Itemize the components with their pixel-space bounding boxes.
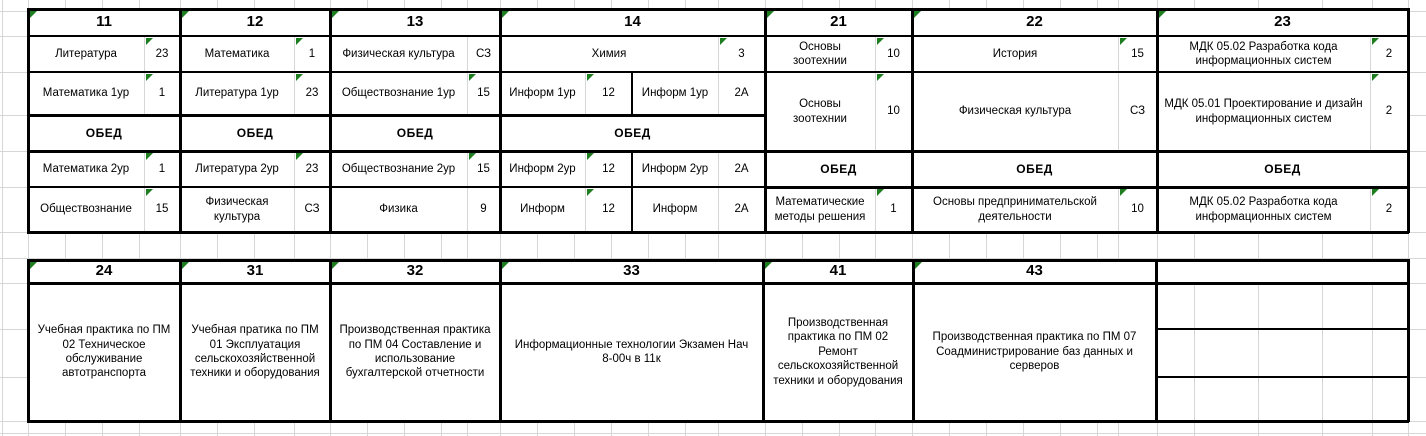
- cell-21-r1-room[interactable]: 10: [875, 36, 912, 72]
- border-vertical: [179, 8, 182, 233]
- cell-14-lunch[interactable]: ОБЕД: [500, 115, 765, 151]
- cell-14-r5a-subject[interactable]: Информ: [500, 187, 585, 232]
- cell-23-r1-room[interactable]: 2: [1370, 36, 1408, 72]
- cell-22-r1-room[interactable]: 15: [1118, 36, 1157, 72]
- cell-corner-triangle-icon: [30, 11, 37, 18]
- cell-corner-triangle-icon: [146, 153, 153, 160]
- border-horizontal: [27, 71, 1409, 73]
- cell-22-r1-subject[interactable]: История: [912, 36, 1118, 72]
- cell-14-r2b-room[interactable]: 2А: [718, 72, 765, 115]
- cell-13-r2-room[interactable]: 15: [467, 72, 500, 115]
- cell-12-r2-room[interactable]: 23: [294, 72, 330, 115]
- cell-header-31[interactable]: 31: [180, 260, 330, 283]
- cell-divider: [467, 151, 468, 232]
- cell-21-r23-room[interactable]: 10: [875, 72, 912, 151]
- cell-corner-triangle-icon: [1372, 38, 1379, 45]
- cell-corner-triangle-icon: [1120, 189, 1127, 196]
- empty-cell-row2[interactable]: [1156, 329, 1408, 377]
- cell-21-r1-subject[interactable]: Основы зоотехнии: [765, 36, 875, 72]
- border-horizontal: [27, 150, 1409, 153]
- cell-12-r1-subject[interactable]: Математика: [180, 36, 294, 72]
- cell-header-13[interactable]: 13: [330, 9, 500, 36]
- border-vertical: [1155, 259, 1158, 422]
- empty-cell-row1[interactable]: [1156, 283, 1408, 329]
- cell-corner-triangle-icon: [146, 38, 153, 45]
- cell-13-r1-subject[interactable]: Физическая культура: [330, 36, 467, 72]
- cell-header-41[interactable]: 41: [763, 260, 913, 283]
- cell-14-r2a-subject[interactable]: Информ 1ур: [500, 72, 585, 115]
- cell-corner-triangle-icon: [296, 153, 303, 160]
- cell-divider: [875, 187, 876, 232]
- cell-22-r23-subject[interactable]: Физическая культура: [912, 72, 1118, 151]
- cell-header-24[interactable]: 24: [28, 260, 180, 283]
- cell-corner-triangle-icon: [877, 189, 884, 196]
- cell-corner-triangle-icon: [765, 262, 772, 269]
- cell-corner-triangle-icon: [914, 11, 921, 18]
- cell-header-11[interactable]: 11: [28, 9, 180, 36]
- cell-divider: [294, 151, 295, 232]
- cell-divider: [1370, 187, 1371, 232]
- cell-divider: [1370, 36, 1371, 151]
- cell-header-21[interactable]: 21: [765, 9, 912, 36]
- cell-header-12[interactable]: 12: [180, 9, 330, 36]
- cell-13-lunch[interactable]: ОБЕД: [330, 115, 500, 151]
- border-horizontal: [27, 282, 1409, 285]
- cell-23-r23-room[interactable]: 2: [1370, 72, 1408, 151]
- border-vertical: [499, 8, 502, 233]
- gridline-vertical: [2, 0, 3, 436]
- border-vertical: [631, 150, 633, 233]
- cell-13-r2-subject[interactable]: Обществознание 1ур: [330, 72, 467, 115]
- cell-14-r5a-room[interactable]: 12: [585, 187, 632, 232]
- cell-corner-triangle-icon: [296, 38, 303, 45]
- cell-header-23[interactable]: 23: [1157, 9, 1408, 36]
- cell-21-r5-subject[interactable]: Математические методы решения: [765, 187, 875, 232]
- cell-corner-triangle-icon: [502, 262, 509, 269]
- cell-12-r5-subject[interactable]: Физическая культура: [180, 187, 294, 232]
- cell-12-r1-room[interactable]: 1: [294, 36, 330, 72]
- gridline-horizontal: [0, 433, 1426, 434]
- cell-corner-triangle-icon: [30, 262, 37, 269]
- cell-divider: [144, 36, 145, 115]
- cell-corner-triangle-icon: [182, 11, 189, 18]
- border-horizontal: [27, 186, 766, 188]
- cell-divider: [144, 151, 145, 232]
- border-horizontal: [1155, 376, 1409, 378]
- cell-14-r4a-subject[interactable]: Информ 2ур: [500, 151, 585, 187]
- border-vertical: [27, 8, 30, 233]
- cell-11-r5-room[interactable]: 15: [144, 187, 180, 232]
- cell-header-14[interactable]: 14: [500, 9, 765, 36]
- border-horizontal: [1155, 328, 1409, 330]
- cell-header-22[interactable]: 22: [912, 9, 1157, 36]
- cell-21-r23-subject[interactable]: Основы зоотехнии: [765, 72, 875, 151]
- cell-24-text[interactable]: Учебная практика по ПМ 02 Техническое обслуживание автотранспорта: [28, 283, 180, 421]
- cell-13-r4-subject[interactable]: Обществознание 2ур: [330, 151, 467, 187]
- empty-cell-row3[interactable]: [1156, 377, 1408, 421]
- border-horizontal: [27, 114, 766, 117]
- cell-21-lunch[interactable]: ОБЕД: [765, 151, 912, 187]
- border-vertical: [329, 8, 332, 233]
- cell-21-r5-room[interactable]: 1: [875, 187, 912, 232]
- border-horizontal: [27, 231, 1409, 234]
- cell-22-lunch[interactable]: ОБЕД: [912, 151, 1157, 187]
- cell-13-r5-room[interactable]: 9: [467, 187, 500, 232]
- border-vertical: [764, 8, 767, 233]
- cell-corner-triangle-icon: [469, 74, 476, 81]
- cell-header-33[interactable]: 33: [500, 260, 763, 283]
- border-vertical: [1156, 8, 1159, 233]
- border-vertical: [27, 259, 30, 422]
- border-vertical: [631, 71, 633, 116]
- cell-corner-triangle-icon: [877, 38, 884, 45]
- cell-11-r4-room[interactable]: 1: [144, 151, 180, 187]
- cell-corner-triangle-icon: [915, 262, 922, 269]
- border-vertical: [1407, 259, 1410, 422]
- cell-33-text[interactable]: Информационные технологии Экзамен Нач 8-00ч в 11к: [500, 283, 763, 421]
- cell-corner-triangle-icon: [502, 11, 509, 18]
- cell-14-r1-subject[interactable]: Химия: [500, 36, 718, 72]
- cell-corner-triangle-icon: [332, 262, 339, 269]
- cell-header-43[interactable]: 43: [913, 260, 1156, 283]
- cell-13-r1-room[interactable]: СЗ: [467, 36, 500, 72]
- cell-corner-triangle-icon: [1372, 189, 1379, 196]
- cell-14-r4b-subject[interactable]: Информ 2ур: [632, 151, 718, 187]
- cell-11-r2-room[interactable]: 1: [144, 72, 180, 115]
- border-horizontal: [27, 420, 1409, 423]
- cell-divider: [467, 36, 468, 115]
- cell-23-r5-room[interactable]: 2: [1370, 187, 1408, 232]
- cell-corner-triangle-icon: [877, 74, 884, 81]
- border-horizontal: [764, 186, 1409, 189]
- border-vertical: [329, 259, 332, 422]
- cell-23-lunch[interactable]: ОБЕД: [1157, 151, 1408, 187]
- cell-32-text[interactable]: Производственная практика по ПМ 04 Составление и использование бухгалтерской отчетности: [330, 283, 500, 421]
- cell-divider: [585, 72, 586, 115]
- cell-header-32[interactable]: 32: [330, 260, 500, 283]
- cell-corner-triangle-icon: [296, 74, 303, 81]
- cell-corner-triangle-icon: [587, 74, 594, 81]
- cell-12-r4-room[interactable]: 23: [294, 151, 330, 187]
- cell-22-r23-room[interactable]: СЗ: [1118, 72, 1157, 151]
- border-vertical: [1407, 8, 1410, 233]
- cell-22-r5-subject[interactable]: Основы предпринимательской деятельности: [912, 187, 1118, 232]
- cell-11-r5-subject[interactable]: Обществознание: [28, 187, 144, 232]
- cell-divider: [294, 36, 295, 115]
- cell-41-text[interactable]: Производственная практика по ПМ 02 Ремонт сельскохозяйственной техники и оборудования: [763, 283, 913, 421]
- cell-divider: [875, 36, 876, 151]
- cell-14-r5b-subject[interactable]: Информ: [632, 187, 718, 232]
- cell-corner-triangle-icon: [720, 38, 727, 45]
- cell-corner-triangle-icon: [146, 74, 153, 81]
- border-vertical: [179, 259, 182, 422]
- cell-14-r5b-room[interactable]: 2А: [718, 187, 765, 232]
- cell-12-lunch[interactable]: ОБЕД: [180, 115, 330, 151]
- border-horizontal: [27, 259, 1409, 262]
- cell-11-r2-subject[interactable]: Математика 1ур: [28, 72, 144, 115]
- cell-divider: [718, 151, 719, 232]
- cell-12-r5-room[interactable]: СЗ: [294, 187, 330, 232]
- cell-31-text[interactable]: Учебная пратика по ПМ 01 Эксплуатация сельскохозяйственной техники и оборудования: [180, 283, 330, 421]
- cell-11-r1-room[interactable]: 23: [144, 36, 180, 72]
- border-horizontal: [27, 35, 1409, 37]
- cell-corner-triangle-icon: [587, 153, 594, 160]
- cell-11-r1-subject[interactable]: Литература: [28, 36, 144, 72]
- border-vertical: [499, 259, 502, 422]
- cell-11-r4-subject[interactable]: Математика 2ур: [28, 151, 144, 187]
- border-vertical: [762, 259, 765, 422]
- cell-corner-triangle-icon: [587, 189, 594, 196]
- cell-divider: [718, 36, 719, 115]
- cell-14-r4a-room[interactable]: 12: [585, 151, 632, 187]
- cell-43-text[interactable]: Производственная практика по ПМ 07 Соадминистрирование баз данных и серверов: [913, 283, 1156, 421]
- border-vertical: [912, 259, 915, 422]
- cell-corner-triangle-icon: [146, 189, 153, 196]
- cell-corner-triangle-icon: [182, 262, 189, 269]
- cell-corner-triangle-icon: [469, 153, 476, 160]
- cell-12-r2-subject[interactable]: Литература 1ур: [180, 72, 294, 115]
- border-horizontal: [27, 8, 1409, 11]
- cell-13-r5-subject[interactable]: Физика: [330, 187, 467, 232]
- cell-14-r2a-room[interactable]: 12: [585, 72, 632, 115]
- cell-23-r1-subject[interactable]: МДК 05.02 Разработка кода информационных систем: [1157, 36, 1370, 72]
- cell-22-r5-room[interactable]: 10: [1118, 187, 1157, 232]
- cell-13-r4-room[interactable]: 15: [467, 151, 500, 187]
- cell-23-r5-subject[interactable]: МДК 05.02 Разработка кода информационных систем: [1157, 187, 1370, 232]
- cell-12-r4-subject[interactable]: Литература 2ур: [180, 151, 294, 187]
- cell-23-r23-subject[interactable]: МДК 05.01 Проектирование и дизайн информационных систем: [1157, 72, 1370, 151]
- cell-corner-triangle-icon: [1120, 38, 1127, 45]
- border-vertical: [911, 8, 914, 233]
- cell-corner-triangle-icon: [767, 11, 774, 18]
- cell-divider: [1118, 36, 1119, 151]
- cell-divider: [585, 151, 586, 232]
- cell-11-lunch[interactable]: ОБЕД: [28, 115, 180, 151]
- cell-corner-triangle-icon: [1159, 11, 1166, 18]
- cell-corner-triangle-icon: [332, 11, 339, 18]
- cell-14-r1-room[interactable]: 3: [718, 36, 765, 72]
- cell-14-r2b-subject[interactable]: Информ 1ур: [632, 72, 718, 115]
- cell-empty-header[interactable]: [1156, 260, 1408, 283]
- cell-corner-triangle-icon: [1372, 74, 1379, 81]
- cell-14-r4b-room[interactable]: 2А: [718, 151, 765, 187]
- cell-divider: [1118, 187, 1119, 232]
